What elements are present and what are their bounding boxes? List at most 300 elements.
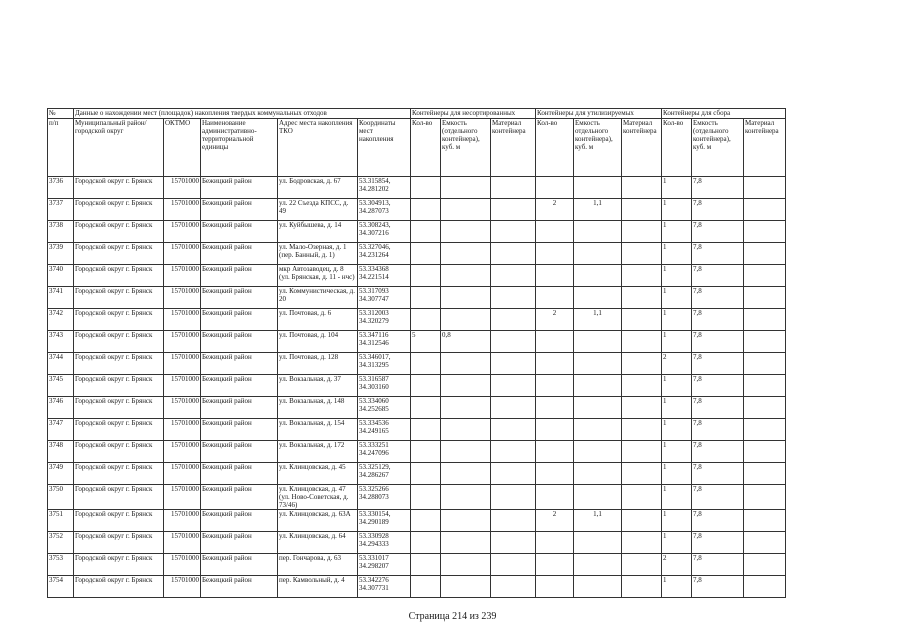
cell-admin-unit: Бежицкий район (201, 309, 278, 331)
cell-unsorted-capacity (441, 510, 491, 532)
cell-unsorted-count (411, 309, 441, 331)
cell-num: 3746 (48, 397, 74, 419)
cell-recyclable-count (536, 221, 574, 243)
cell-address: ул. 22 Съезда КПСС, д. 49 (278, 199, 358, 221)
cell-collection-capacity: 7,8 (692, 463, 744, 485)
cell-unsorted-material (491, 243, 536, 265)
cell-recyclable-capacity (574, 265, 622, 287)
cell-unsorted-capacity (441, 375, 491, 397)
cell-collection-material (744, 221, 786, 243)
cell-recyclable-material (622, 309, 662, 331)
cell-coords: 53.304913, 34.287073 (358, 199, 411, 221)
cell-unsorted-capacity: 0,8 (441, 331, 491, 353)
cell-num: 3745 (48, 375, 74, 397)
cell-admin-unit: Бежицкий район (201, 532, 278, 554)
cell-num: 3747 (48, 419, 74, 441)
cell-address: ул. Коммунистическая, д. 20 (278, 287, 358, 309)
cell-district: Городской округ г. Брянск (74, 532, 164, 554)
cell-unsorted-count (411, 532, 441, 554)
cell-unsorted-count (411, 441, 441, 463)
cell-coords: 53.334368 34.221514 (358, 265, 411, 287)
cell-recyclable-count (536, 463, 574, 485)
cell-address: ул. Вокзальная, д. 172 (278, 441, 358, 463)
cell-recyclable-material (622, 419, 662, 441)
cell-collection-count: 1 (662, 287, 692, 309)
cell-oktmo: 15701000 (164, 419, 201, 441)
cell-coords: 53.347116 34.312546 (358, 331, 411, 353)
cell-unsorted-capacity (441, 177, 491, 199)
cell-admin-unit: Бежицкий район (201, 265, 278, 287)
cell-unsorted-material (491, 554, 536, 576)
cell-unsorted-material (491, 510, 536, 532)
cell-num: 3753 (48, 554, 74, 576)
cell-district: Городской округ г. Брянск (74, 243, 164, 265)
cell-recyclable-capacity (574, 353, 622, 375)
cell-recyclable-count (536, 287, 574, 309)
table-row (48, 265, 786, 287)
cell-num: 3750 (48, 485, 74, 510)
cell-unsorted-count (411, 243, 441, 265)
cell-recyclable-count (536, 554, 574, 576)
cell-coords: 53.325266 34.288073 (358, 485, 411, 510)
col-header-recyclable-count: Кол-во (536, 119, 574, 177)
cell-unsorted-material (491, 463, 536, 485)
cell-unsorted-capacity (441, 463, 491, 485)
cell-collection-count: 1 (662, 532, 692, 554)
cell-unsorted-material (491, 441, 536, 463)
cell-admin-unit: Бежицкий район (201, 243, 278, 265)
cell-num: 3754 (48, 576, 74, 598)
cell-unsorted-count (411, 554, 441, 576)
cell-collection-count: 1 (662, 177, 692, 199)
cell-address: ул. Вокзальная, д. 37 (278, 375, 358, 397)
cell-collection-material (744, 576, 786, 598)
cell-collection-count: 1 (662, 441, 692, 463)
cell-oktmo: 15701000 (164, 199, 201, 221)
cell-oktmo: 15701000 (164, 532, 201, 554)
cell-collection-capacity: 7,8 (692, 265, 744, 287)
cell-district: Городской округ г. Брянск (74, 309, 164, 331)
cell-admin-unit: Бежицкий район (201, 221, 278, 243)
cell-admin-unit: Бежицкий район (201, 287, 278, 309)
cell-recyclable-capacity (574, 287, 622, 309)
cell-unsorted-capacity (441, 532, 491, 554)
cell-unsorted-material (491, 485, 536, 510)
cell-unsorted-count (411, 199, 441, 221)
cell-collection-count: 1 (662, 463, 692, 485)
cell-admin-unit: Бежицкий район (201, 331, 278, 353)
cell-unsorted-capacity (441, 199, 491, 221)
cell-district: Городской округ г. Брянск (74, 463, 164, 485)
cell-admin-unit: Бежицкий район (201, 510, 278, 532)
cell-unsorted-capacity (441, 576, 491, 598)
cell-recyclable-capacity (574, 221, 622, 243)
column-header-row (48, 119, 786, 177)
table-row (48, 331, 786, 353)
cell-recyclable-material (622, 199, 662, 221)
col-header-coords: Координаты мест накопления (358, 119, 411, 177)
cell-num: 3740 (48, 265, 74, 287)
cell-recyclable-count (536, 532, 574, 554)
cell-collection-capacity: 7,8 (692, 309, 744, 331)
group-header-containers-collection: Контейнеры для сбора (662, 109, 786, 119)
cell-collection-capacity: 7,8 (692, 287, 744, 309)
cell-unsorted-count (411, 287, 441, 309)
cell-collection-material (744, 554, 786, 576)
cell-address: ул. Клинцовская, д. 45 (278, 463, 358, 485)
cell-collection-capacity: 7,8 (692, 177, 744, 199)
col-header-recyclable-material: Материал контейнера (622, 119, 662, 177)
cell-admin-unit: Бежицкий район (201, 177, 278, 199)
cell-collection-count: 2 (662, 353, 692, 375)
table-row (48, 510, 786, 532)
cell-collection-capacity: 7,8 (692, 199, 744, 221)
cell-unsorted-count (411, 576, 441, 598)
cell-collection-capacity: 7,8 (692, 353, 744, 375)
cell-recyclable-material (622, 576, 662, 598)
table-row (48, 177, 786, 199)
cell-unsorted-count (411, 177, 441, 199)
cell-unsorted-count (411, 485, 441, 510)
table-row (48, 485, 786, 510)
cell-collection-capacity: 7,8 (692, 331, 744, 353)
cell-collection-count: 2 (662, 554, 692, 576)
cell-recyclable-capacity: 1,1 (574, 199, 622, 221)
cell-recyclable-count (536, 331, 574, 353)
cell-admin-unit: Бежицкий район (201, 463, 278, 485)
cell-num: 3744 (48, 353, 74, 375)
cell-oktmo: 15701000 (164, 243, 201, 265)
cell-district: Городской округ г. Брянск (74, 331, 164, 353)
cell-unsorted-material (491, 331, 536, 353)
cell-collection-count: 1 (662, 510, 692, 532)
cell-district: Городской округ г. Брянск (74, 485, 164, 510)
cell-collection-material (744, 463, 786, 485)
table-row (48, 199, 786, 221)
cell-collection-material (744, 397, 786, 419)
cell-collection-count: 1 (662, 576, 692, 598)
cell-recyclable-count (536, 177, 574, 199)
col-header-collection-capacity: Емкость (отдельного контейнера), куб. м (692, 119, 744, 177)
cell-recyclable-material (622, 221, 662, 243)
cell-oktmo: 15701000 (164, 576, 201, 598)
cell-num: 3741 (48, 287, 74, 309)
cell-oktmo: 15701000 (164, 375, 201, 397)
cell-num: 3749 (48, 463, 74, 485)
table-row (48, 221, 786, 243)
cell-recyclable-count (536, 441, 574, 463)
cell-unsorted-count (411, 419, 441, 441)
cell-recyclable-count (536, 353, 574, 375)
col-header-collection-count: Кол-во (662, 119, 692, 177)
cell-address: ул. Клинцовская, д. 47 (ул. Ново-Советская, д. 73/46) (278, 485, 358, 510)
cell-recyclable-count: 2 (536, 199, 574, 221)
cell-admin-unit: Бежицкий район (201, 353, 278, 375)
cell-recyclable-material (622, 397, 662, 419)
cell-unsorted-material (491, 199, 536, 221)
cell-address: пер. Камвольный, д. 4 (278, 576, 358, 598)
cell-district: Городской округ г. Брянск (74, 554, 164, 576)
cell-oktmo: 15701000 (164, 463, 201, 485)
cell-unsorted-material (491, 375, 536, 397)
cell-address: ул. Мало-Озерная, д. 1 (пер. Банный, д. 1) (278, 243, 358, 265)
cell-oktmo: 15701000 (164, 485, 201, 510)
cell-coords: 53.316587 34.303160 (358, 375, 411, 397)
cell-address: мкр Автозаводец, д. 8 (ул. Брянская, д. 11 - нчс) (278, 265, 358, 287)
cell-district: Городской округ г. Брянск (74, 576, 164, 598)
cell-unsorted-count (411, 221, 441, 243)
cell-recyclable-count (536, 576, 574, 598)
cell-district: Городской округ г. Брянск (74, 265, 164, 287)
cell-collection-capacity: 7,8 (692, 576, 744, 598)
cell-collection-material (744, 265, 786, 287)
cell-unsorted-material (491, 353, 536, 375)
cell-num: 3751 (48, 510, 74, 532)
cell-unsorted-capacity (441, 419, 491, 441)
cell-unsorted-material (491, 221, 536, 243)
cell-coords: 53.342276 34.307731 (358, 576, 411, 598)
cell-recyclable-material (622, 485, 662, 510)
table-row (48, 309, 786, 331)
cell-district: Городской округ г. Брянск (74, 441, 164, 463)
cell-unsorted-material (491, 532, 536, 554)
cell-admin-unit: Бежицкий район (201, 397, 278, 419)
cell-admin-unit: Бежицкий район (201, 419, 278, 441)
cell-collection-capacity: 7,8 (692, 243, 744, 265)
cell-coords: 53.334536 34.249165 (358, 419, 411, 441)
cell-coords: 53.346017, 34.313295 (358, 353, 411, 375)
cell-district: Городской округ г. Брянск (74, 510, 164, 532)
cell-recyclable-count: 2 (536, 309, 574, 331)
cell-coords: 53.308243, 34.307216 (358, 221, 411, 243)
table-row (48, 532, 786, 554)
table-row (48, 463, 786, 485)
table-row (48, 375, 786, 397)
cell-unsorted-material (491, 397, 536, 419)
cell-address: пер. Гончарова, д. 63 (278, 554, 358, 576)
cell-unsorted-count (411, 510, 441, 532)
col-header-unsorted-material: Материал контейнера (491, 119, 536, 177)
cell-unsorted-capacity (441, 221, 491, 243)
table-row (48, 243, 786, 265)
cell-address: ул. Клинцовская, д. 63А (278, 510, 358, 532)
cell-unsorted-capacity (441, 554, 491, 576)
cell-collection-count: 1 (662, 419, 692, 441)
cell-num: 3737 (48, 199, 74, 221)
cell-collection-material (744, 419, 786, 441)
cell-address: ул. Клинцовская, д. 64 (278, 532, 358, 554)
cell-unsorted-material (491, 177, 536, 199)
table-row (48, 353, 786, 375)
cell-collection-count: 1 (662, 397, 692, 419)
cell-address: ул. Вокзальная, д. 148 (278, 397, 358, 419)
cell-district: Городской округ г. Брянск (74, 177, 164, 199)
cell-recyclable-capacity (574, 397, 622, 419)
cell-num: 3743 (48, 331, 74, 353)
cell-oktmo: 15701000 (164, 554, 201, 576)
cell-recyclable-capacity (574, 554, 622, 576)
col-header-collection-material: Материал контейнера (744, 119, 786, 177)
cell-unsorted-capacity (441, 441, 491, 463)
cell-coords: 53.327046, 34.231264 (358, 243, 411, 265)
cell-recyclable-count (536, 485, 574, 510)
cell-collection-capacity: 7,8 (692, 375, 744, 397)
group-header-containers-recyclable: Контейнеры для утилизируемых (536, 109, 662, 119)
group-header-location: Данные о нахождении мест (площадок) накопления твердых коммунальных отходов (74, 109, 411, 119)
cell-collection-count: 1 (662, 485, 692, 510)
cell-collection-capacity: 7,8 (692, 221, 744, 243)
cell-num: 3752 (48, 532, 74, 554)
table-row (48, 419, 786, 441)
cell-collection-capacity: 7,8 (692, 397, 744, 419)
cell-coords: 53.315854, 34.281202 (358, 177, 411, 199)
cell-unsorted-capacity (441, 243, 491, 265)
cell-coords: 53.331017 34.298207 (358, 554, 411, 576)
cell-oktmo: 15701000 (164, 331, 201, 353)
waste-sites-table (47, 108, 786, 598)
cell-unsorted-material (491, 419, 536, 441)
cell-admin-unit: Бежицкий район (201, 554, 278, 576)
cell-address: ул. Почтовая, д. 6 (278, 309, 358, 331)
cell-oktmo: 15701000 (164, 397, 201, 419)
cell-district: Городской округ г. Брянск (74, 199, 164, 221)
cell-coords: 53.330154, 34.290189 (358, 510, 411, 532)
cell-admin-unit: Бежицкий район (201, 199, 278, 221)
group-header-row (48, 109, 786, 119)
page-number-footer: Страница 214 из 239 (408, 611, 497, 622)
cell-recyclable-count: 2 (536, 510, 574, 532)
cell-recyclable-material (622, 510, 662, 532)
cell-address: ул. Куйбышева, д. 14 (278, 221, 358, 243)
cell-num: 3738 (48, 221, 74, 243)
cell-unsorted-material (491, 576, 536, 598)
group-header-num: № (48, 109, 74, 119)
cell-coords: 53.333251 34.247096 (358, 441, 411, 463)
cell-num: 3742 (48, 309, 74, 331)
col-header-district: Муниципальный район/городской округ (74, 119, 164, 177)
cell-district: Городской округ г. Брянск (74, 287, 164, 309)
table-row (48, 441, 786, 463)
cell-admin-unit: Бежицкий район (201, 576, 278, 598)
cell-collection-material (744, 243, 786, 265)
cell-unsorted-capacity (441, 287, 491, 309)
cell-recyclable-capacity: 1,1 (574, 309, 622, 331)
cell-collection-count: 1 (662, 243, 692, 265)
table-row (48, 554, 786, 576)
cell-recyclable-material (622, 441, 662, 463)
cell-recyclable-material (622, 375, 662, 397)
col-header-admin-unit: Наименование административно-территориальной единицы (201, 119, 278, 177)
cell-recyclable-material (622, 463, 662, 485)
cell-recyclable-capacity (574, 243, 622, 265)
cell-unsorted-material (491, 309, 536, 331)
col-header-recyclable-capacity: Емкость отдельного контейнера), куб. м (574, 119, 622, 177)
cell-unsorted-count: 5 (411, 331, 441, 353)
cell-unsorted-capacity (441, 397, 491, 419)
cell-address: ул. Почтовая, д. 128 (278, 353, 358, 375)
cell-collection-material (744, 331, 786, 353)
cell-admin-unit: Бежицкий район (201, 485, 278, 510)
col-header-num: п/п (48, 119, 74, 177)
cell-oktmo: 15701000 (164, 287, 201, 309)
cell-recyclable-capacity (574, 532, 622, 554)
cell-collection-count: 1 (662, 375, 692, 397)
cell-collection-capacity: 7,8 (692, 554, 744, 576)
cell-recyclable-material (622, 287, 662, 309)
cell-recyclable-capacity (574, 331, 622, 353)
col-header-oktmo: ОКТМО (164, 119, 201, 177)
cell-recyclable-count (536, 265, 574, 287)
col-header-address: Адрес места накопления ТКО (278, 119, 358, 177)
group-header-containers-unsorted: Контейнеры для несортированных (411, 109, 536, 119)
table-row (48, 397, 786, 419)
cell-recyclable-capacity (574, 576, 622, 598)
cell-oktmo: 15701000 (164, 221, 201, 243)
cell-collection-material (744, 353, 786, 375)
cell-unsorted-count (411, 463, 441, 485)
cell-coords: 53.330928 34.294333 (358, 532, 411, 554)
cell-collection-material (744, 441, 786, 463)
cell-address: ул. Почтовая, д. 104 (278, 331, 358, 353)
cell-num: 3736 (48, 177, 74, 199)
cell-recyclable-count (536, 375, 574, 397)
cell-recyclable-material (622, 177, 662, 199)
cell-collection-count: 1 (662, 199, 692, 221)
cell-unsorted-material (491, 287, 536, 309)
cell-oktmo: 15701000 (164, 265, 201, 287)
table-row (48, 576, 786, 598)
cell-recyclable-capacity (574, 485, 622, 510)
cell-collection-material (744, 309, 786, 331)
cell-coords: 53.325129, 34.286267 (358, 463, 411, 485)
cell-district: Городской округ г. Брянск (74, 375, 164, 397)
cell-admin-unit: Бежицкий район (201, 441, 278, 463)
cell-recyclable-count (536, 419, 574, 441)
cell-oktmo: 15701000 (164, 177, 201, 199)
cell-unsorted-material (491, 265, 536, 287)
cell-collection-capacity: 7,8 (692, 485, 744, 510)
cell-recyclable-capacity (574, 375, 622, 397)
cell-collection-capacity: 7,8 (692, 510, 744, 532)
cell-unsorted-count (411, 353, 441, 375)
cell-coords: 53.317093 34.307747 (358, 287, 411, 309)
cell-oktmo: 15701000 (164, 510, 201, 532)
cell-address: ул. Вокзальная, д. 154 (278, 419, 358, 441)
cell-recyclable-material (622, 353, 662, 375)
cell-collection-material (744, 510, 786, 532)
cell-district: Городской округ г. Брянск (74, 419, 164, 441)
cell-oktmo: 15701000 (164, 353, 201, 375)
cell-collection-material (744, 177, 786, 199)
cell-collection-count: 1 (662, 265, 692, 287)
col-header-unsorted-capacity: Емкость (отдельного контейнера), куб. м (441, 119, 491, 177)
cell-recyclable-material (622, 265, 662, 287)
cell-collection-capacity: 7,8 (692, 441, 744, 463)
cell-collection-material (744, 375, 786, 397)
cell-coords: 53.312003 34.320279 (358, 309, 411, 331)
cell-collection-material (744, 287, 786, 309)
cell-collection-count: 1 (662, 309, 692, 331)
cell-address: ул. Бодровская, д. 67 (278, 177, 358, 199)
cell-collection-material (744, 485, 786, 510)
cell-recyclable-capacity (574, 177, 622, 199)
cell-unsorted-capacity (441, 309, 491, 331)
cell-recyclable-capacity (574, 419, 622, 441)
cell-district: Городской округ г. Брянск (74, 353, 164, 375)
cell-recyclable-material (622, 532, 662, 554)
col-header-unsorted-count: Кол-во (411, 119, 441, 177)
cell-oktmo: 15701000 (164, 441, 201, 463)
